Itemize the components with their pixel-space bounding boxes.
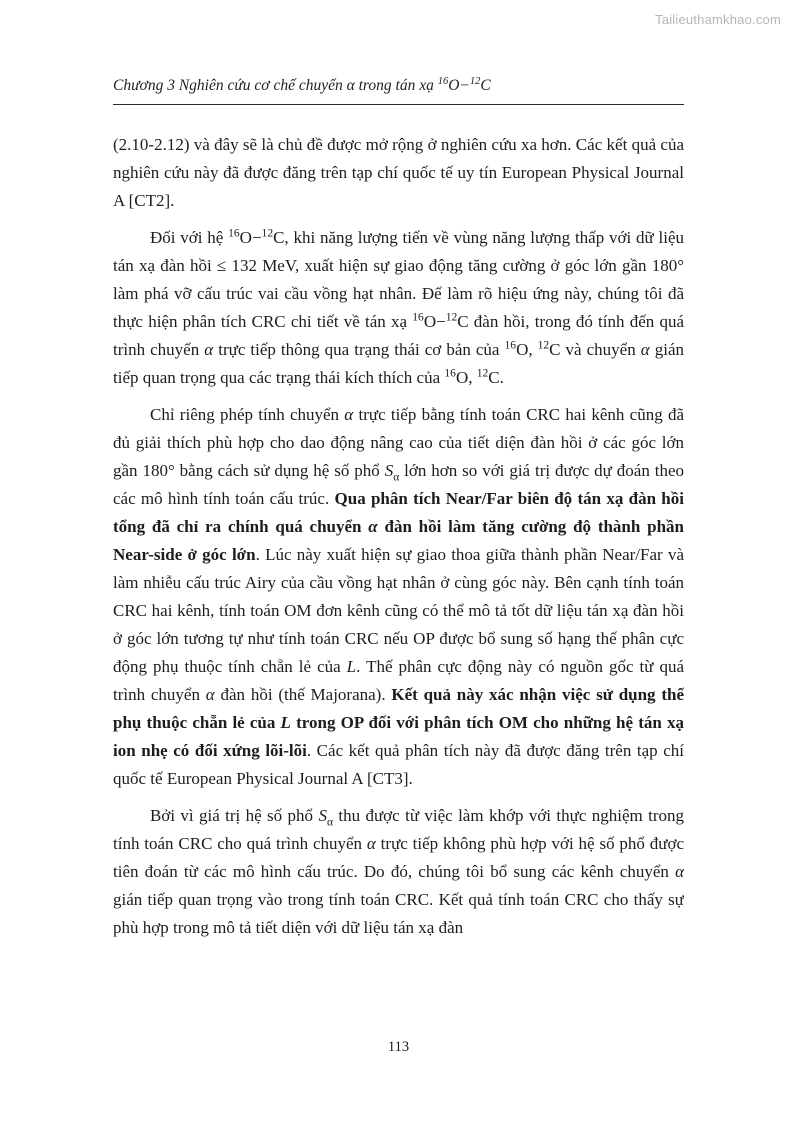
text-run: L	[346, 657, 357, 676]
text-run: α	[366, 834, 376, 853]
text-run: α	[326, 815, 333, 829]
text-run: 12	[476, 366, 489, 380]
text-run: α	[204, 340, 214, 359]
text-run: (2.10-2.12) và đây sẽ là chủ đề được mở rộng ở nghiên cứu xa hơn. Các kết quả của nghiên cứu này đã được đăng trên tạp chí quốc tế uy tín European Physical Journal A [CT2].	[113, 135, 684, 210]
paragraph-2	[113, 224, 684, 392]
body-text	[113, 131, 684, 942]
text-run: 12	[261, 226, 274, 240]
text-run: α	[205, 685, 215, 704]
text-run: α	[675, 862, 684, 881]
text-run: trực tiếp không phù hợp với hệ số phổ được tiên đoán từ các mô hình cấu trúc. Do đó, chúng tôi bổ sung các kênh chuyển	[113, 834, 684, 881]
text-run: . Thế phân cực động này có nguồn gốc từ quá trình chuyển	[113, 657, 684, 704]
text-run: 12	[469, 76, 481, 87]
text-run: trong tán xạ	[354, 77, 438, 94]
text-run: O,	[516, 340, 538, 359]
text-run: trong OP đối với phân tích OM cho những hệ tán xạ ion nhẹ có đối xứng lõi-lõi	[113, 713, 684, 760]
text-run: đàn hồi (thế Majorana).	[214, 685, 392, 704]
text-run: C	[480, 77, 491, 94]
paragraph-4	[113, 802, 684, 942]
text-run: Chương 3 Nghiên cứu cơ chế chuyển	[113, 77, 347, 94]
paragraph-3	[113, 401, 684, 793]
text-run: Đối với hệ	[150, 228, 229, 247]
text-run: Bởi vì giá trị hệ số phổ	[150, 806, 319, 825]
text-run: α	[393, 470, 400, 484]
text-run: α	[368, 517, 378, 536]
text-run: O,	[455, 368, 477, 387]
text-run: α	[346, 77, 355, 94]
text-run: . Các kết quả phân tích này đã được đăng trên tạp chí quốc tế European Physical Journal A [CT3].	[113, 741, 684, 788]
text-run: gián tiếp quan trọng vào trong tính toán CRC. Kết quả tính toán CRC cho thấy sự phù hợp trong mô tả tiết diện với dữ liệu tán xạ đàn	[113, 890, 684, 937]
text-run: O−	[448, 77, 470, 94]
chapter-header	[113, 76, 684, 105]
watermark: Tailieuthamkhao.com	[655, 12, 781, 27]
paragraph-1	[113, 131, 684, 215]
text-run: Kết quả này xác nhận việc sử dụng thế phụ thuộc chẵn lẻ của	[113, 685, 684, 732]
page-number: 113	[387, 1039, 410, 1055]
text-run: Qua phân tích Near/Far biên độ tán xạ đàn hồi tổng đã chỉ ra chính quá chuyển	[113, 489, 684, 536]
text-run: O−	[239, 228, 262, 247]
text-run: 16	[228, 226, 240, 240]
text-run: S	[384, 461, 394, 480]
text-run: Chỉ riêng phép tính chuyển	[150, 405, 345, 424]
text-run: C.	[488, 368, 504, 387]
text-run: gián tiếp quan trọng qua các trạng thái kích thích của	[113, 340, 684, 387]
text-run: C, khi năng lượng tiến về vùng năng lượng thấp với dữ liệu tán xạ đàn hồi ≤ 132 MeV, xuất hiện sự giao động tăng cường ở góc lớn gần 180° làm phá vỡ cấu trúc vai cầu vồng hạt nhân. Để làm rõ hiệu ứng này, chúng tôi đã thực hiện phân tích CRC chi tiết về tán xạ	[113, 228, 684, 331]
text-run: C và chuyển	[549, 340, 641, 359]
text-run: . Lúc này xuất hiện sự giao thoa giữa thành phần Near/Far và làm nhiễu cấu trúc Airy của cầu vồng hạt nhân ở cùng góc này. Bên cạnh tính toán CRC hai kênh, tính toán OM đơn kênh cũng có thể mô tả tốt dữ liệu tán xạ đàn hồi ở góc lớn tương tự như tính toán CRC nếu OP được bổ sung số hạng thế phân cực động phụ thuộc tính chẵn lẻ của	[113, 545, 684, 676]
text-run: O−	[423, 312, 446, 331]
text-run: lớn hơn so với giá trị được dự đoán theo các mô hình tính toán cấu trúc.	[113, 461, 684, 508]
text-run: 16	[444, 366, 456, 380]
text-run: thu được từ việc làm khớp với thực nghiệm trong tính toán CRC cho quá trình chuyển	[113, 806, 684, 853]
text-run: C đàn hồi, trong đó tính đến quá trình chuyển	[113, 312, 684, 359]
text-run: α	[640, 340, 650, 359]
text-run: 16	[412, 310, 424, 324]
text-run: 12	[537, 338, 550, 352]
text-run: 12	[445, 310, 458, 324]
text-run: đàn hồi làm tăng cường độ thành phần Near-side ở góc lớn	[113, 517, 684, 564]
text-run: L	[280, 713, 291, 732]
text-run: α	[344, 405, 354, 424]
text-run: 16	[504, 338, 517, 352]
page-content	[113, 76, 684, 1038]
text-run: 16	[437, 76, 449, 87]
text-run: trực tiếp bằng tính toán CRC hai kênh cũng đã đủ giải thích phù hợp cho dao động nâng cao của tiết diện đàn hồi ở các góc lớn gần 180° bằng cách sử dụng hệ số phổ	[113, 405, 684, 480]
text-run: trực tiếp thông qua trạng thái cơ bản của	[213, 340, 505, 359]
text-run: S	[318, 806, 327, 825]
